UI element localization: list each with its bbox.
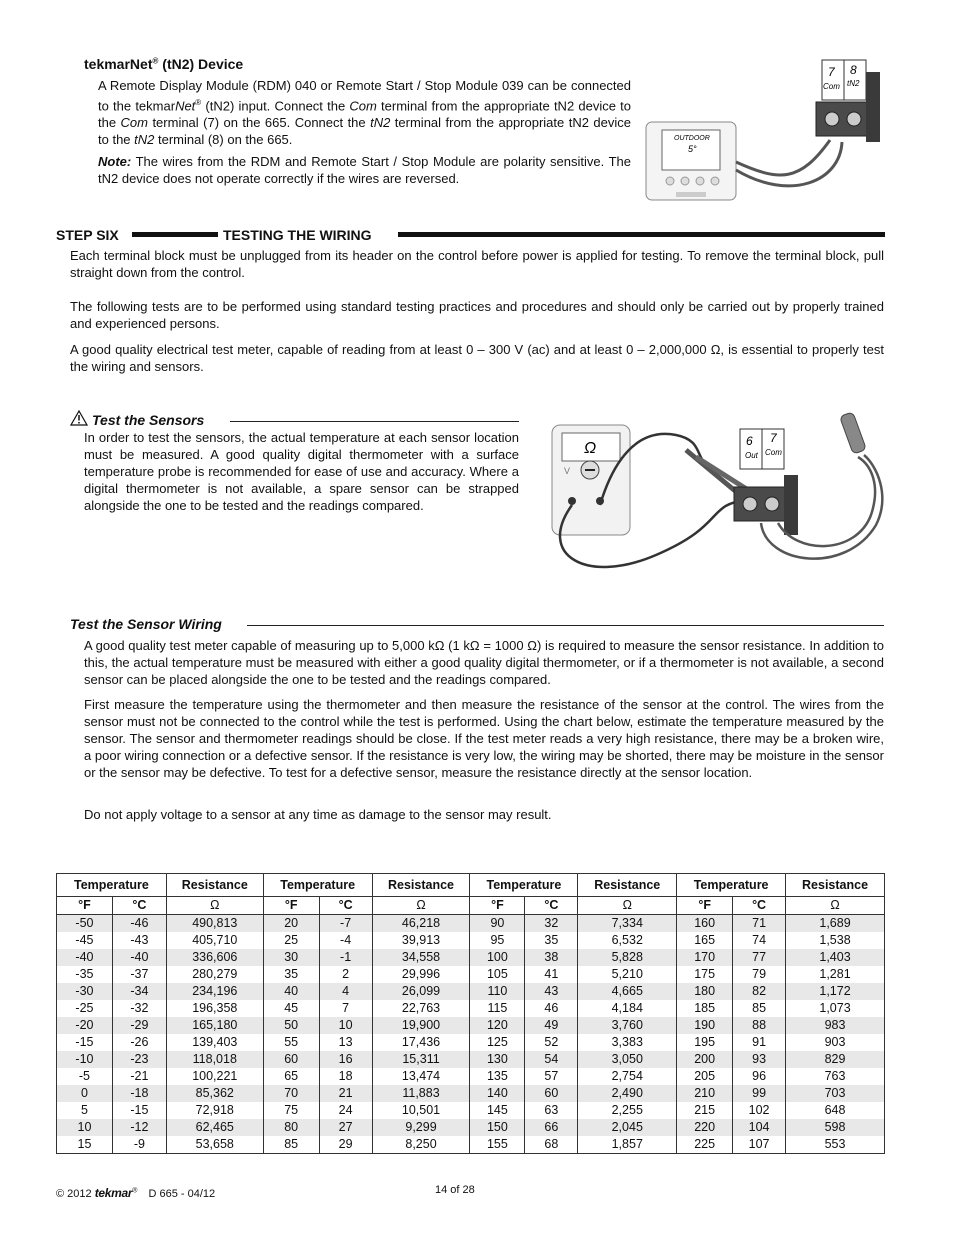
terminal-number: 7 xyxy=(828,65,835,79)
cell-celsius: 32 xyxy=(525,915,578,933)
sensor-test-illustration xyxy=(546,405,896,590)
table-units-row xyxy=(57,897,885,915)
unit-celsius: °C xyxy=(112,897,166,915)
unit-fahrenheit: °F xyxy=(470,897,525,915)
tn2-wiring-illustration xyxy=(640,52,890,222)
meter-ohm-symbol: Ω xyxy=(584,440,597,457)
cell-celsius: 104 xyxy=(733,1119,786,1136)
cell-fahrenheit: 125 xyxy=(470,1034,525,1051)
cell-resistance: 11,883 xyxy=(372,1085,470,1102)
cell-fahrenheit: -45 xyxy=(57,932,113,949)
unit-celsius: °C xyxy=(319,897,372,915)
step-divider xyxy=(398,232,885,237)
cell-fahrenheit: 80 xyxy=(263,1119,319,1136)
cell-resistance: 3,383 xyxy=(578,1034,677,1051)
cell-resistance: 2,754 xyxy=(578,1068,677,1085)
cell-celsius: 102 xyxy=(733,1102,786,1119)
cell-fahrenheit: 60 xyxy=(263,1051,319,1068)
copyright-text: © 2012 xyxy=(56,1188,92,1200)
cell-resistance: 1,073 xyxy=(786,1000,885,1017)
cell-resistance: 1,281 xyxy=(786,966,885,983)
cell-fahrenheit: 85 xyxy=(263,1136,319,1154)
cell-celsius: 10 xyxy=(319,1017,372,1034)
cell-fahrenheit: -20 xyxy=(57,1017,113,1034)
note-text: The wires from the RDM and Remote Start / Stop Module are polarity sensitive. The tN2 device does not operate correctly if the wires are reversed. xyxy=(98,154,631,186)
sensor xyxy=(840,412,867,454)
cell-fahrenheit: 155 xyxy=(470,1136,525,1154)
unit-ohm: Ω xyxy=(372,897,470,915)
step-paragraph-1: Each terminal block must be unplugged from its header on the control before power is applied for testing. To remove the terminal block, pull straight down from the control. xyxy=(70,248,884,280)
cell-resistance: 7,334 xyxy=(578,915,677,933)
sensor-resistance-table xyxy=(56,873,885,1154)
unit-fahrenheit: °F xyxy=(677,897,733,915)
cell-resistance: 85,362 xyxy=(166,1085,263,1102)
sensors-heading: Test the Sensors xyxy=(92,412,205,428)
cell-fahrenheit: 55 xyxy=(263,1034,319,1051)
cell-resistance: 9,299 xyxy=(372,1119,470,1136)
cell-celsius: 2 xyxy=(319,966,372,983)
cell-resistance: 1,403 xyxy=(786,949,885,966)
table-row xyxy=(57,915,885,933)
cell-resistance: 2,490 xyxy=(578,1085,677,1102)
cell-celsius: -15 xyxy=(112,1102,166,1119)
cell-fahrenheit: 130 xyxy=(470,1051,525,1068)
cell-fahrenheit: 210 xyxy=(677,1085,733,1102)
cell-fahrenheit: 170 xyxy=(677,949,733,966)
table-row xyxy=(57,949,885,966)
cell-fahrenheit: -5 xyxy=(57,1068,113,1085)
cell-celsius: 52 xyxy=(525,1034,578,1051)
cell-resistance: 165,180 xyxy=(166,1017,263,1034)
terminal-block xyxy=(734,487,790,521)
rdm-display-value: 5° xyxy=(688,144,697,154)
cell-resistance: 4,665 xyxy=(578,983,677,1000)
cell-fahrenheit: 175 xyxy=(677,966,733,983)
wiring-paragraph-2: First measure the temperature using the thermometer and then measure the resistance of the sensor at the control. The wires from the sensor must not be connected to the control while the test is performed. Using the chart below, estimate the temperature measured by the sensor. The sensor and thermometer readings should be close. If the test meter reads a very high resistance, there may be a broken wire, a poor wiring connection or a defective sensor. If the resistance is very low, the wiring may be shorted, there may be moisture in the sensor or the sensor may be defective. To test for a defective sensor, measure the resistance directly at the sensor location. xyxy=(84,697,884,780)
cell-celsius: 21 xyxy=(319,1085,372,1102)
cell-celsius: 71 xyxy=(733,915,786,933)
cell-resistance: 34,558 xyxy=(372,949,470,966)
cell-resistance: 3,050 xyxy=(578,1051,677,1068)
cell-resistance: 648 xyxy=(786,1102,885,1119)
table-row xyxy=(57,1068,885,1085)
cell-celsius: 68 xyxy=(525,1136,578,1154)
cell-fahrenheit: 15 xyxy=(57,1136,113,1154)
unit-celsius: °C xyxy=(525,897,578,915)
page-number: 14 of 28 xyxy=(435,1184,475,1196)
cell-celsius: 91 xyxy=(733,1034,786,1051)
cell-resistance: 553 xyxy=(786,1136,885,1154)
cell-fahrenheit: 220 xyxy=(677,1119,733,1136)
cell-resistance: 280,279 xyxy=(166,966,263,983)
cell-resistance: 8,250 xyxy=(372,1136,470,1154)
cell-resistance: 10,501 xyxy=(372,1102,470,1119)
heading-rule xyxy=(230,421,519,422)
cell-celsius: 107 xyxy=(733,1136,786,1154)
heading-text: (tN2) Device xyxy=(158,56,244,72)
cell-resistance: 53,658 xyxy=(166,1136,263,1154)
cell-resistance: 46,218 xyxy=(372,915,470,933)
cell-resistance: 405,710 xyxy=(166,932,263,949)
cell-resistance: 196,358 xyxy=(166,1000,263,1017)
cell-celsius: -18 xyxy=(112,1085,166,1102)
document-number: D 665 - 04/12 xyxy=(148,1188,216,1200)
table-row xyxy=(57,966,885,983)
cell-fahrenheit: -30 xyxy=(57,983,113,1000)
terminal-com-label: Com xyxy=(823,82,840,91)
cell-fahrenheit: -50 xyxy=(57,915,113,933)
cell-resistance: 118,018 xyxy=(166,1051,263,1068)
column-header-resistance: Resistance xyxy=(786,874,885,897)
cell-resistance: 15,311 xyxy=(372,1051,470,1068)
cell-celsius: 13 xyxy=(319,1034,372,1051)
cell-celsius: -1 xyxy=(319,949,372,966)
cell-resistance: 62,465 xyxy=(166,1119,263,1136)
cell-celsius: 57 xyxy=(525,1068,578,1085)
cell-fahrenheit: 215 xyxy=(677,1102,733,1119)
cell-celsius: 49 xyxy=(525,1017,578,1034)
cell-fahrenheit: 10 xyxy=(57,1119,113,1136)
cell-resistance: 234,196 xyxy=(166,983,263,1000)
step-paragraph-3: A good quality electrical test meter, capable of reading from at least 0 – 300 V (ac) and at least 0 – 2,000,000 Ω, is essential to properly test the wiring and sensors. xyxy=(70,342,884,374)
footer-copyright xyxy=(56,1186,215,1200)
cell-fahrenheit: 120 xyxy=(470,1017,525,1034)
cell-fahrenheit: -25 xyxy=(57,1000,113,1017)
cell-celsius: 41 xyxy=(525,966,578,983)
unit-ohm: Ω xyxy=(786,897,885,915)
cell-resistance: 598 xyxy=(786,1119,885,1136)
unit-ohm: Ω xyxy=(166,897,263,915)
table-row xyxy=(57,983,885,1000)
cell-celsius: -40 xyxy=(112,949,166,966)
cell-fahrenheit: 150 xyxy=(470,1119,525,1136)
wiring-heading: Test the Sensor Wiring xyxy=(70,616,222,632)
unit-celsius: °C xyxy=(733,897,786,915)
table-header-row xyxy=(57,874,885,897)
cell-celsius: -32 xyxy=(112,1000,166,1017)
cell-fahrenheit: 30 xyxy=(263,949,319,966)
cell-resistance: 4,184 xyxy=(578,1000,677,1017)
cell-resistance: 490,813 xyxy=(166,915,263,933)
column-header-temperature: Temperature xyxy=(470,874,578,897)
cell-fahrenheit: 185 xyxy=(677,1000,733,1017)
cell-resistance: 26,099 xyxy=(372,983,470,1000)
cell-resistance: 139,403 xyxy=(166,1034,263,1051)
cell-fahrenheit: 180 xyxy=(677,983,733,1000)
column-header-resistance: Resistance xyxy=(578,874,677,897)
cell-celsius: -9 xyxy=(112,1136,166,1154)
cell-celsius: -23 xyxy=(112,1051,166,1068)
registered-mark: ® xyxy=(132,1187,138,1195)
column-header-temperature: Temperature xyxy=(263,874,372,897)
terminal-out-label: Out xyxy=(745,451,758,460)
cell-celsius: 79 xyxy=(733,966,786,983)
cell-fahrenheit: 195 xyxy=(677,1034,733,1051)
cell-fahrenheit: 25 xyxy=(263,932,319,949)
cell-celsius: 85 xyxy=(733,1000,786,1017)
cell-celsius: 35 xyxy=(525,932,578,949)
terminal-number: 6 xyxy=(746,434,753,448)
warning-icon xyxy=(70,410,88,426)
cell-resistance: 1,857 xyxy=(578,1136,677,1154)
wiring-paragraph-3: Do not apply voltage to a sensor at any time as damage to the sensor may result. xyxy=(84,807,552,822)
terminal-number: 7 xyxy=(770,431,777,445)
cell-celsius: -37 xyxy=(112,966,166,983)
cell-celsius: -26 xyxy=(112,1034,166,1051)
terminal-block xyxy=(816,102,872,136)
meter-v-label: V xyxy=(564,466,571,476)
table-row xyxy=(57,1102,885,1119)
cell-resistance: 39,913 xyxy=(372,932,470,949)
cell-fahrenheit: -35 xyxy=(57,966,113,983)
cell-resistance: 5,828 xyxy=(578,949,677,966)
cell-fahrenheit: 205 xyxy=(677,1068,733,1085)
cell-celsius: 27 xyxy=(319,1119,372,1136)
cell-resistance: 5,210 xyxy=(578,966,677,983)
cell-celsius: 43 xyxy=(525,983,578,1000)
cell-fahrenheit: 105 xyxy=(470,966,525,983)
column-header-resistance: Resistance xyxy=(372,874,470,897)
table-row xyxy=(57,1119,885,1136)
heading-text: tekmarNet xyxy=(84,56,153,72)
table-row xyxy=(57,1136,885,1154)
cell-resistance: 17,436 xyxy=(372,1034,470,1051)
step-label: STEP SIX xyxy=(56,227,119,243)
table-row xyxy=(57,1085,885,1102)
cell-resistance: 983 xyxy=(786,1017,885,1034)
cell-fahrenheit: 65 xyxy=(263,1068,319,1085)
cell-fahrenheit: 90 xyxy=(470,915,525,933)
tekmar-logo: tekmar xyxy=(94,1186,133,1200)
cell-fahrenheit: 100 xyxy=(470,949,525,966)
cell-celsius: 96 xyxy=(733,1068,786,1085)
heading-rule xyxy=(247,625,884,626)
cell-fahrenheit: -15 xyxy=(57,1034,113,1051)
cell-celsius: -29 xyxy=(112,1017,166,1034)
cell-celsius: 77 xyxy=(733,949,786,966)
step-divider xyxy=(132,232,218,237)
terminal-number: 8 xyxy=(850,63,857,77)
cell-fahrenheit: 35 xyxy=(263,966,319,983)
cell-fahrenheit: 0 xyxy=(57,1085,113,1102)
cell-celsius: -34 xyxy=(112,983,166,1000)
column-header-temperature: Temperature xyxy=(57,874,167,897)
cell-fahrenheit: 5 xyxy=(57,1102,113,1119)
cell-resistance: 336,606 xyxy=(166,949,263,966)
cell-resistance: 100,221 xyxy=(166,1068,263,1085)
cell-celsius: -43 xyxy=(112,932,166,949)
wire-tn2 xyxy=(736,142,842,186)
cell-celsius: 60 xyxy=(525,1085,578,1102)
cell-fahrenheit: 50 xyxy=(263,1017,319,1034)
cell-fahrenheit: 140 xyxy=(470,1085,525,1102)
cell-fahrenheit: 160 xyxy=(677,915,733,933)
cell-resistance: 3,760 xyxy=(578,1017,677,1034)
cell-fahrenheit: 45 xyxy=(263,1000,319,1017)
cell-celsius: 7 xyxy=(319,1000,372,1017)
cell-resistance: 19,900 xyxy=(372,1017,470,1034)
note-label: Note: xyxy=(98,154,132,169)
cell-resistance: 903 xyxy=(786,1034,885,1051)
cell-resistance: 1,538 xyxy=(786,932,885,949)
cell-celsius: -4 xyxy=(319,932,372,949)
cell-fahrenheit: 145 xyxy=(470,1102,525,1119)
cell-celsius: 74 xyxy=(733,932,786,949)
cell-fahrenheit: 95 xyxy=(470,932,525,949)
cell-resistance: 2,255 xyxy=(578,1102,677,1119)
wiring-paragraph-1: A good quality test meter capable of measuring up to 5,000 kΩ (1 kΩ = 1000 Ω) is required to measure the sensor resistance. In addition to this, the actual temperature must be measured with either a good quality digital thermometer, or if a thermometer is not available, a second sensor can be placed alongside the one to be tested and the readings compared. xyxy=(84,638,884,687)
cell-celsius: 18 xyxy=(319,1068,372,1085)
cell-resistance: 6,532 xyxy=(578,932,677,949)
column-header-temperature: Temperature xyxy=(677,874,786,897)
cell-resistance: 29,996 xyxy=(372,966,470,983)
cell-celsius: -21 xyxy=(112,1068,166,1085)
cell-fahrenheit: 225 xyxy=(677,1136,733,1154)
rdm-display-text: OUTDOOR xyxy=(674,135,710,142)
tn2-note xyxy=(98,153,631,187)
cell-fahrenheit: 20 xyxy=(263,915,319,933)
unit-fahrenheit: °F xyxy=(263,897,319,915)
cell-celsius: 88 xyxy=(733,1017,786,1034)
cell-celsius: 82 xyxy=(733,983,786,1000)
cell-resistance: 829 xyxy=(786,1051,885,1068)
terminal-com-label: Com xyxy=(765,448,782,457)
cell-fahrenheit: 70 xyxy=(263,1085,319,1102)
table-row xyxy=(57,1051,885,1068)
cell-resistance: 1,689 xyxy=(786,915,885,933)
column-header-resistance: Resistance xyxy=(166,874,263,897)
cell-resistance: 22,763 xyxy=(372,1000,470,1017)
cell-celsius: 54 xyxy=(525,1051,578,1068)
cell-resistance: 72,918 xyxy=(166,1102,263,1119)
cell-celsius: -46 xyxy=(112,915,166,933)
cell-resistance: 703 xyxy=(786,1085,885,1102)
unit-ohm: Ω xyxy=(578,897,677,915)
table-row xyxy=(57,1000,885,1017)
cell-fahrenheit: 110 xyxy=(470,983,525,1000)
cell-fahrenheit: 135 xyxy=(470,1068,525,1085)
cell-celsius: 63 xyxy=(525,1102,578,1119)
table-body xyxy=(57,915,885,1154)
cell-celsius: 93 xyxy=(733,1051,786,1068)
cell-celsius: 66 xyxy=(525,1119,578,1136)
table-row xyxy=(57,1034,885,1051)
cell-celsius: -7 xyxy=(319,915,372,933)
cell-celsius: -12 xyxy=(112,1119,166,1136)
cell-celsius: 24 xyxy=(319,1102,372,1119)
cell-celsius: 46 xyxy=(525,1000,578,1017)
cell-fahrenheit: 190 xyxy=(677,1017,733,1034)
cell-celsius: 38 xyxy=(525,949,578,966)
terminal-tn2-label: tN2 xyxy=(847,79,860,88)
cell-fahrenheit: 40 xyxy=(263,983,319,1000)
table-row xyxy=(57,1017,885,1034)
cell-fahrenheit: -40 xyxy=(57,949,113,966)
cell-celsius: 16 xyxy=(319,1051,372,1068)
wire-com xyxy=(736,140,830,175)
cell-resistance: 2,045 xyxy=(578,1119,677,1136)
tn2-paragraph: A Remote Display Module (RDM) 040 or Remote Start / Stop Module 039 can be connected to the tekmarNet® (tN2) input. Connect the Com terminal from the appropriate tN2 device to the Com terminal (7) on the 665. Connect the tN2 terminal from the appropriate tN2 device to the tN2 terminal (8) on the 665. xyxy=(98,78,632,148)
cell-resistance: 13,474 xyxy=(372,1068,470,1085)
cell-fahrenheit: 200 xyxy=(677,1051,733,1068)
table-row xyxy=(57,932,885,949)
cell-fahrenheit: 115 xyxy=(470,1000,525,1017)
sensors-paragraph: In order to test the sensors, the actual temperature at each sensor location must be measured. A good quality digital thermometer with a surface temperature probe is recommended for ease of use and accuracy. Where a digital thermometer is not available, a spare sensor can be strapped alongside the one to be tested and the readings compared. xyxy=(84,430,519,513)
cell-resistance: 763 xyxy=(786,1068,885,1085)
unit-fahrenheit: °F xyxy=(57,897,113,915)
cell-celsius: 99 xyxy=(733,1085,786,1102)
cell-celsius: 29 xyxy=(319,1136,372,1154)
step-paragraph-2: The following tests are to be performed using standard testing practices and procedures and should only be carried out by properly trained and experienced persons. xyxy=(70,299,884,331)
registered-mark: ® xyxy=(152,56,159,66)
tn2-heading xyxy=(84,56,243,72)
cell-fahrenheit: 75 xyxy=(263,1102,319,1119)
cell-fahrenheit: 165 xyxy=(677,932,733,949)
step-title: TESTING THE WIRING xyxy=(223,227,372,243)
cell-resistance: 1,172 xyxy=(786,983,885,1000)
cell-fahrenheit: -10 xyxy=(57,1051,113,1068)
cell-celsius: 4 xyxy=(319,983,372,1000)
